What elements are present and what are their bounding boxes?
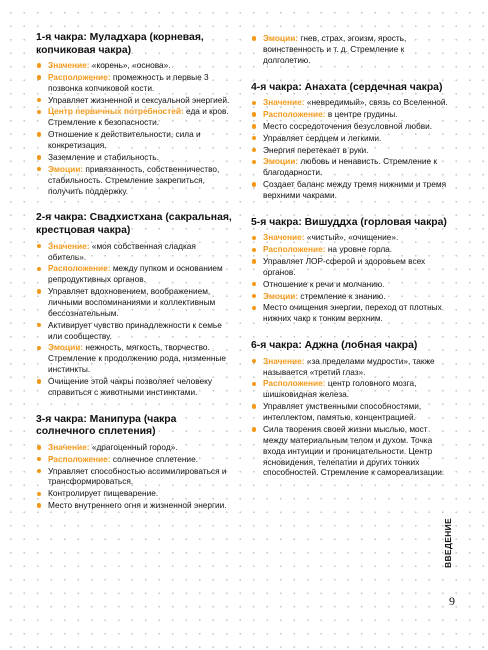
- right-column: [251, 33, 451, 494]
- item-label: Значение:: [48, 240, 90, 251]
- list-item: [36, 466, 232, 488]
- bullet-list: [251, 356, 451, 479]
- section-title: 6-я чакра: Аджна (лобная чакра): [251, 340, 418, 352]
- item-label: Значение:: [48, 60, 90, 71]
- item-text: «драгоценный город».: [89, 441, 178, 452]
- item-label: Значение:: [263, 97, 305, 108]
- list-item: [36, 129, 232, 151]
- item-label: Расположение:: [263, 109, 326, 120]
- list-item: [251, 302, 451, 324]
- section-title: 3-я чакра: Манипура (чакра солнечного сплетения): [36, 413, 177, 438]
- item-text: Место внутреннего огня и жизненной энергии.: [48, 500, 227, 511]
- item-text: Очищение этой чакры позволяет человеку справиться с животными инстинктами.: [48, 375, 213, 397]
- item-text: Заземление и стабильность.: [48, 151, 159, 162]
- item-text: Сила творения своей жизни мыслью, мост между материальным телом и духом. Точка входа интуиции и проницательности. Центр ясновидения, телепатии и других тонких способностей. Стремление к самореализации.: [263, 423, 445, 478]
- item-text: Управляет сердцем и легкими.: [263, 132, 382, 143]
- item-label: Эмоции:: [48, 163, 84, 174]
- item-text: между пупком и основанием репродуктивных органов.: [48, 263, 223, 285]
- list-item: [36, 106, 232, 128]
- item-text: стремление к знанию.: [298, 290, 386, 301]
- chakra-section: [251, 33, 451, 66]
- item-text: Отношение к действительности, сила и конкретизация.: [48, 129, 201, 151]
- list-item: [251, 133, 451, 144]
- item-text: еда и кров. Стремление к безопасности.: [48, 106, 229, 128]
- left-column: [36, 32, 232, 527]
- item-label: Расположение:: [48, 453, 111, 464]
- list-item: [36, 263, 232, 285]
- list-item: [36, 342, 232, 375]
- item-label: Эмоции:: [263, 33, 299, 43]
- list-item: [251, 378, 451, 400]
- item-text: Управляет ЛОР-сферой и здоровьем всех органов.: [263, 256, 426, 277]
- item-label: Эмоции:: [48, 342, 84, 353]
- item-text: промежность и первые 3 позвонка копчиковой кости.: [48, 71, 209, 93]
- list-item: [251, 232, 451, 243]
- list-item: [251, 109, 451, 120]
- list-item: [251, 356, 451, 378]
- chakra-section: [36, 212, 232, 397]
- item-label: Расположение:: [263, 378, 326, 389]
- list-item: [251, 244, 451, 255]
- item-text: Управляет вдохновением, воображением, личными воспоминаниями и коллективным бессознательным.: [48, 286, 216, 318]
- list-item: [251, 401, 451, 423]
- item-text: Контролирует пищеварение.: [48, 488, 159, 499]
- bullet-list: [251, 33, 451, 66]
- item-text: гнев, страх, эгоизм, ярость, воинственность и т. д. Стремление к долголетию.: [263, 33, 407, 65]
- item-label: Эмоции:: [263, 156, 299, 167]
- section-title: 5-я чакра: Вишуддха (горловая чакра): [251, 216, 447, 228]
- bullet-list: [36, 442, 232, 511]
- chakra-section: [251, 340, 451, 478]
- section-title: 2-я чакра: Свадхистхана (сакральная, крестцовая чакра): [36, 212, 232, 236]
- item-label: Расположение:: [263, 244, 326, 255]
- list-item: [36, 72, 232, 94]
- item-text: Место очищения энергии, переход от плотных нижних чакр к тонким верхним.: [263, 302, 442, 324]
- list-item: [251, 291, 451, 302]
- item-label: Значение:: [48, 441, 90, 452]
- item-text: «корень», «основа».: [89, 60, 171, 71]
- chakra-section: [251, 82, 451, 201]
- list-item: [36, 164, 232, 197]
- list-item: [251, 256, 451, 278]
- item-text: «чистый», «очищение».: [304, 232, 399, 243]
- item-text: Отношение к речи и молчанию.: [263, 278, 385, 289]
- page-number: 9: [449, 594, 455, 608]
- item-text: солнечное сплетение.: [110, 453, 198, 464]
- list-item: [251, 424, 451, 479]
- chakra-section: [251, 217, 451, 324]
- list-item: [36, 152, 232, 163]
- list-item: [251, 145, 451, 156]
- item-text: «невредимый», связь со Вселенной.: [304, 97, 448, 108]
- bullet-list: [251, 232, 451, 324]
- item-text: Место сосредоточения безусловной любви.: [263, 120, 433, 131]
- item-text: Создает баланс между тремя нижними и тремя верхними чакрами.: [263, 179, 447, 200]
- section-tab: ВВЕДЕНИЕ: [443, 518, 453, 568]
- item-text: в центре грудины.: [325, 109, 398, 120]
- item-text: привязанность, собственничество, стабильность. Стремление закрепиться, получить поддержку.: [48, 163, 220, 196]
- chakra-section: [36, 32, 232, 196]
- item-text: «моя собственная сладкая обитель».: [48, 240, 196, 262]
- list-item: [36, 320, 232, 342]
- section-title: 1-я чакра: Муладхара (корневая, копчиковая чакра): [36, 32, 204, 56]
- list-item: [36, 376, 232, 398]
- list-item: [36, 500, 232, 511]
- item-label: Значение:: [263, 232, 305, 243]
- item-label: Значение:: [263, 355, 305, 366]
- item-text: Управляет способностью ассимилироваться и трансформироваться.: [48, 465, 227, 487]
- item-label: Расположение:: [48, 263, 111, 274]
- item-label: Расположение:: [48, 71, 111, 82]
- list-item: [36, 454, 232, 465]
- item-text: нежность, мягкость, творчество. Стремление к продолжению рода, низменные инстинкты.: [48, 342, 227, 375]
- bullet-list: [36, 241, 232, 398]
- item-text: любовь и ненависть. Стремление к благодарности.: [263, 156, 438, 178]
- item-text: Энергия перетекает в руки.: [263, 144, 369, 155]
- list-item: [36, 60, 232, 71]
- list-item: [251, 279, 451, 290]
- list-item: [36, 488, 232, 499]
- bullet-list: [251, 97, 451, 201]
- list-item: [36, 286, 232, 319]
- item-text: Управляет жизненной и сексуальной энергией.: [48, 94, 230, 105]
- list-item: [251, 121, 451, 132]
- item-text: Управляет умственными способностями, интеллектом, памятью, концентрацией.: [263, 401, 422, 423]
- item-label: Центр первичных потребностей:: [48, 106, 184, 117]
- item-text: «за пределами мудрости», также называется «третий глаз».: [263, 355, 435, 377]
- section-title: 4-я чакра: Анахата (сердечная чакра): [251, 81, 443, 93]
- item-text: на уровне горла.: [325, 244, 393, 255]
- list-item: [36, 442, 232, 453]
- item-text: Активирует чувство принадлежности к семье или сообществу.: [48, 319, 222, 341]
- list-item: [251, 156, 451, 178]
- list-item: [36, 95, 232, 106]
- list-item: [36, 241, 232, 263]
- item-text: центр головного мозга, шишковидная железа.: [263, 378, 417, 400]
- list-item: [251, 33, 451, 66]
- list-item: [251, 179, 451, 201]
- item-label: Эмоции:: [263, 290, 299, 301]
- bullet-list: [36, 60, 232, 196]
- chakra-section: [36, 414, 232, 511]
- list-item: [251, 97, 451, 108]
